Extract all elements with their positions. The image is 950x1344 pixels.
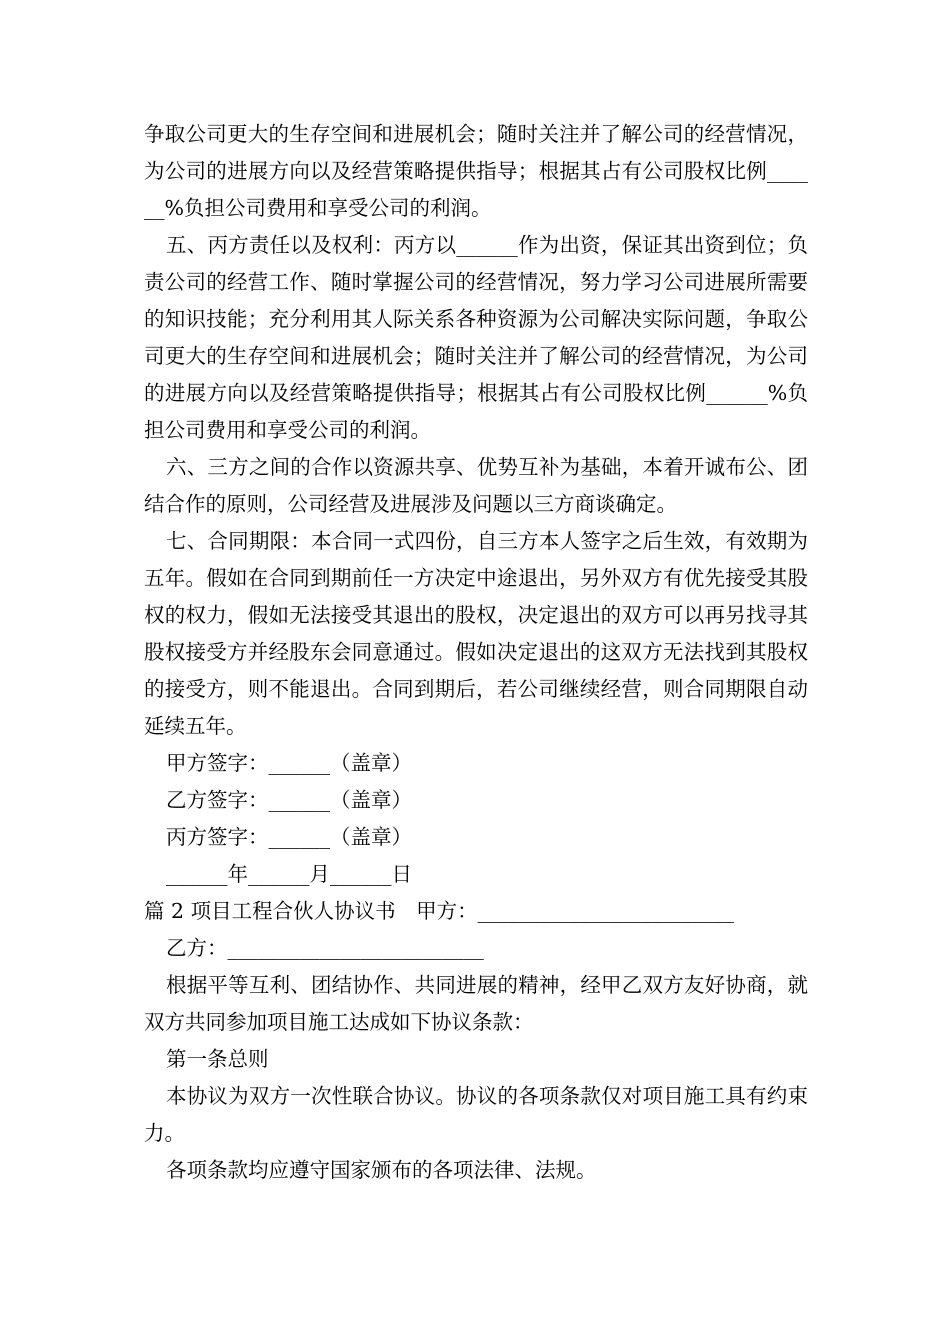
date-line: ______年______月______日 (166, 862, 412, 886)
paragraph-comply-with-laws: 各项条款均应遵守国家颁布的各项法律、法规。 (166, 1158, 597, 1182)
paragraph-agreement-intro: 根据平等互利、团结协作、共同进展的精神，经甲乙双方友好协商，就双方共同参加项目施工达成如下协议条款： (144, 973, 808, 1034)
paragraph-one-time-agreement: 本协议为双方一次性联合协议。协议的各项条款仅对项目施工具有约束力。 (144, 1084, 808, 1145)
signature-line-party-a: 甲方签字：______（盖章） (166, 751, 412, 775)
signature-line-party-b: 乙方签字：______（盖章） (166, 788, 412, 812)
paragraph-party-a-duties-cont: 争取公司更大的生存空间和进展机会；随时关注并了解公司的经营情况，为公司的进展方向以及经营策略提供指导；根据其占有公司股权比例______%负担公司费用和享受公司的利润。 (144, 122, 808, 220)
article-1-heading: 第一条总则 (166, 1047, 269, 1071)
section-2-heading: 篇 2 项目工程合伙人协议书 甲方：_________________________ (144, 899, 734, 923)
paragraph-contract-term: 七、合同期限：本合同一式四份，自三方本人签字之后生效，有效期为五年。假如在合同到期前任一方决定中途退出，另外双方有优先接受其股权的权力，假如无法接受其退出的股权，决定退出的双方可以再另找寻其股权接受方并经股东会同意通过。假如决定退出的这双方无法找到其股权的接受方，则不能退出。合同到期后，若公司继续经营，则合同期限自动延续五年。 (144, 529, 808, 738)
signature-line-party-c: 丙方签字：______（盖章） (166, 825, 412, 849)
document-body (144, 116, 808, 1189)
paragraph-party-c-responsibilities: 五、丙方责任以及权利：丙方以______作为出资，保证其出资到位；负责公司的经营工作、随时掌握公司的经营情况，努力学习公司进展所需要的知识技能；充分利用其人际关系各种资源为公司解决实际问题，争取公司更大的生存空间和进展机会；随时关注并了解公司的经营情况，为公司的进展方向以及经营策略提供指导；根据其占有公司股权比例______%负担公司费用和享受公司的利润。 (144, 233, 808, 442)
paragraph-cooperation-basis: 六、三方之间的合作以资源共享、优势互补为基础，本着开诚布公、团结合作的原则，公司经营及进展涉及问题以三方商谈确定。 (144, 455, 808, 516)
party-b-line: 乙方：_________________________ (166, 936, 484, 960)
